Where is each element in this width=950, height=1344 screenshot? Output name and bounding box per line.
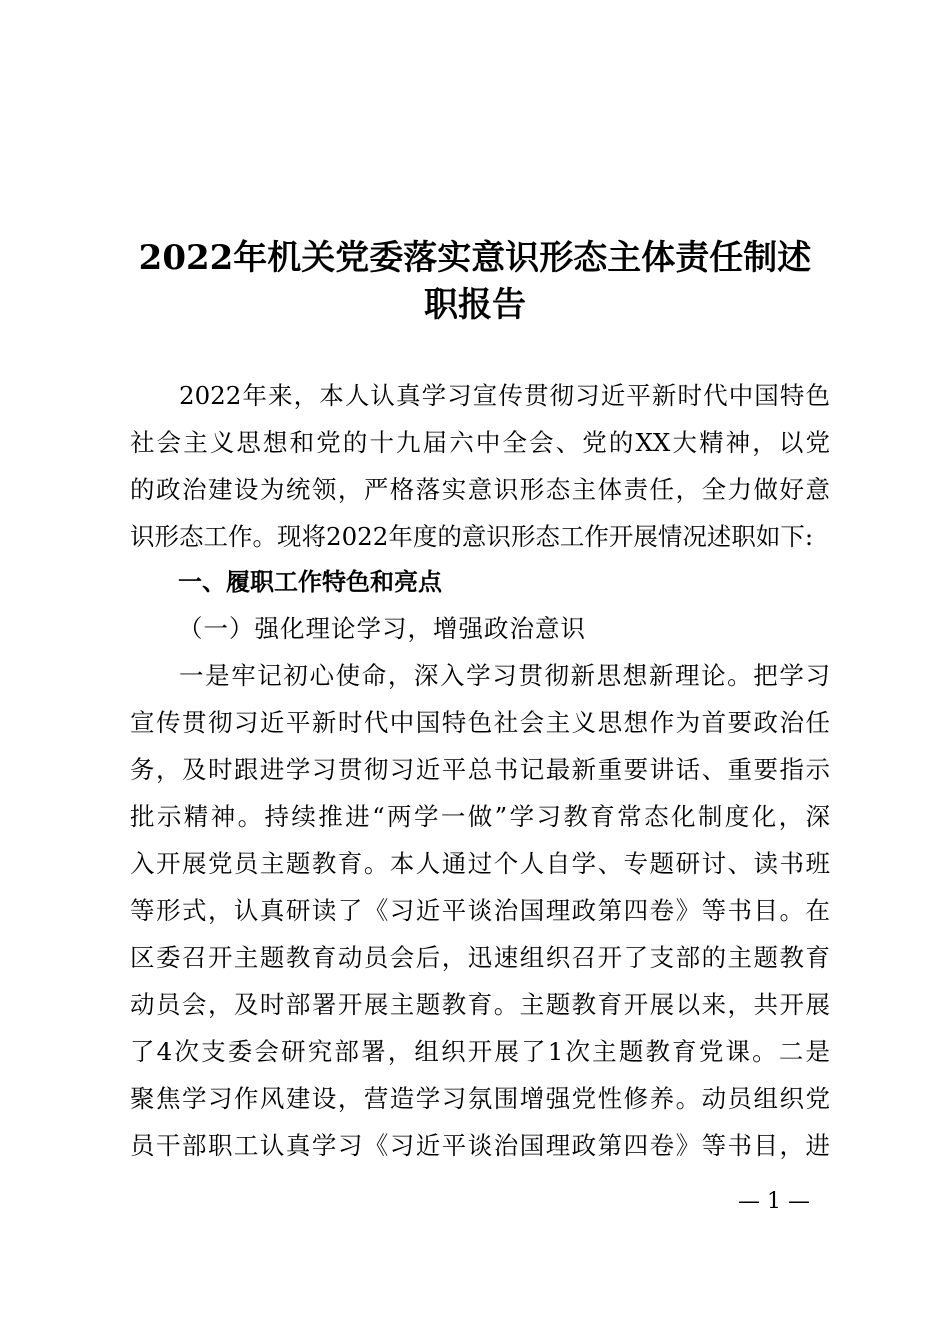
- body-line: 务，及时跟进学习贯彻习近平总书记最新重要讲话、重要指示: [130, 755, 830, 784]
- intro-line: 2022年来，本人认真学习宣传贯彻习近平新时代中国特色: [179, 381, 830, 410]
- body-line: 区委召开主题教育动员会后，迅速组织召开了支部的主题教育: [130, 943, 830, 972]
- body-line: 等形式，认真研读了《习近平谈治国理政第四卷》等书目。在: [130, 896, 830, 925]
- page-number: — 1 —: [738, 1189, 810, 1214]
- body-line: 一是牢记初心使命，深入学习贯彻新思想新理论。把学习: [179, 661, 830, 690]
- body-line: 批示精神。持续推进“两学一做”学习教育常态化制度化，深: [130, 802, 830, 831]
- document-title-line-1: 2022年机关党委落实意识形态主体责任制述: [138, 238, 812, 278]
- subsection-heading: （一）强化理论学习，增强政治意识: [178, 614, 586, 643]
- intro-line: 识形态工作。现将2022年度的意识形态工作开展情况述职如下:: [130, 522, 814, 551]
- body-line: 员干部职工认真学习《习近平谈治国理政第四卷》等书目，进: [130, 1131, 830, 1160]
- body-line: 了4次支委会研究部署，组织开展了1次主题教育党课。二是: [130, 1037, 830, 1066]
- body-line: 聚焦学习作风建设，营造学习氛围增强党性修养。动员组织党: [130, 1084, 830, 1113]
- document-title-line-2: 职报告: [424, 285, 526, 325]
- body-line: 动员会，及时部署开展主题教育。主题教育开展以来，共开展: [130, 990, 830, 1019]
- body-line: 入开展党员主题教育。本人通过个人自学、专题研讨、读书班: [130, 849, 830, 878]
- intro-line: 的政治建设为统领，严格落实意识形态主体责任，全力做好意: [130, 475, 830, 504]
- intro-line: 社会主义思想和党的十九届六中全会、党的XX大精神，以党: [130, 428, 830, 457]
- body-line: 宣传贯彻习近平新时代中国特色社会主义思想作为首要政治任: [130, 708, 830, 737]
- section-heading: 一、履职工作特色和亮点: [178, 568, 442, 596]
